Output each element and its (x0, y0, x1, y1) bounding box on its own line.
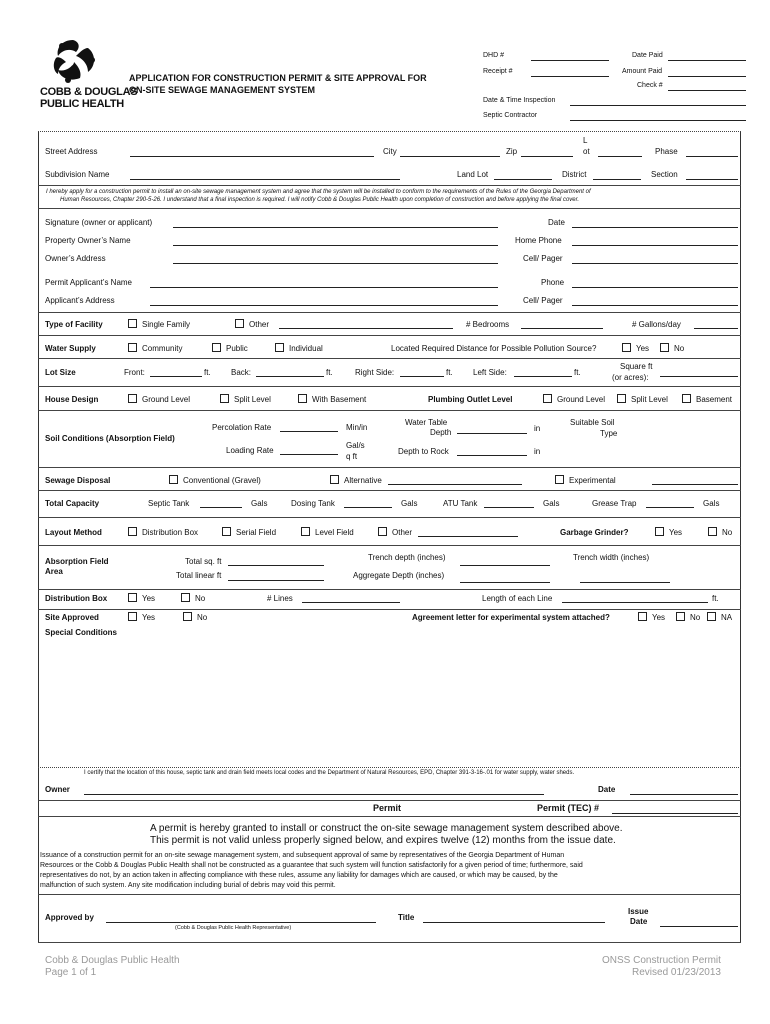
owner-address-field[interactable] (173, 263, 498, 264)
back-field[interactable] (256, 376, 324, 377)
form-frame-top (38, 131, 741, 132)
located-no-option[interactable]: No (660, 343, 684, 353)
house-design-label: House Design (45, 395, 99, 404)
site-no-option[interactable]: No (183, 612, 207, 622)
permit-heading: Permit (373, 803, 402, 813)
checkbox[interactable] (707, 612, 716, 621)
special-conditions-label: Special Conditions (45, 628, 118, 637)
applicant-name-label: Permit Applicant’s Name (45, 278, 132, 287)
serial-field-option[interactable]: Serial Field (222, 527, 276, 537)
checkbox[interactable] (128, 612, 137, 621)
form-frame-left (38, 131, 39, 942)
soil-type-label: Type (600, 429, 618, 438)
dosing-tank-field[interactable] (344, 507, 392, 508)
checkbox[interactable] (708, 527, 717, 536)
gallons-label: # Gallons/day (632, 320, 681, 329)
zip-field[interactable] (521, 156, 573, 157)
experimental-field[interactable] (652, 484, 738, 485)
water-table-unit: in (534, 424, 541, 433)
rule (38, 894, 741, 895)
issue-date-label: Date (630, 917, 648, 926)
individual-option[interactable]: Individual (275, 343, 323, 353)
certify-date-field[interactable] (630, 794, 738, 795)
sewage-disposal-label: Sewage Disposal (45, 476, 111, 485)
septic-gals: Gals (251, 499, 268, 508)
checkbox[interactable] (682, 394, 691, 403)
checkbox[interactable] (301, 527, 310, 536)
phase-field[interactable] (686, 156, 738, 157)
total-sq-ft-field[interactable] (228, 565, 324, 566)
section-label: Section (651, 170, 678, 179)
checkbox[interactable] (128, 319, 137, 328)
checkbox[interactable] (655, 527, 664, 536)
signature-date-label: Date (548, 218, 565, 227)
rule (38, 767, 741, 768)
gallons-field[interactable] (694, 328, 738, 329)
total-capacity-label: Total Capacity (45, 499, 100, 508)
total-linear-ft-label: Total linear ft (176, 571, 222, 580)
suitable-soil-label: Suitable Soil (570, 418, 615, 427)
checkbox[interactable] (128, 394, 137, 403)
rule (38, 185, 741, 186)
footer-form-name: ONSS Construction Permit (602, 955, 721, 966)
atu-tank-field[interactable] (484, 507, 534, 508)
alternative-option[interactable]: Alternative (330, 475, 382, 485)
right-side-ft: ft. (446, 368, 453, 377)
owner-address-label: Owner’s Address (45, 254, 106, 263)
declaration-line2: Human Resources, Chapter 290-5-26. I understand that a final inspection is required. I will notify Cobb & Douglas Public Health upon completion of construction and before applying the final cover. (60, 197, 580, 203)
grease-gals: Gals (703, 499, 720, 508)
left-side-field[interactable] (514, 376, 572, 377)
aggregate-depth-field[interactable] (460, 582, 550, 583)
zip-label: Zip (506, 147, 518, 156)
checkbox[interactable] (222, 527, 231, 536)
checkbox[interactable] (128, 593, 137, 602)
rule (38, 208, 741, 209)
form-frame-right (740, 131, 741, 942)
checkbox[interactable] (298, 394, 307, 403)
dist-yes-option[interactable]: Yes (128, 593, 155, 603)
form-frame-bottom (38, 942, 741, 943)
applicant-address-label: Applicant’s Address (45, 296, 115, 305)
district-label: District (562, 170, 587, 179)
rule (38, 410, 741, 411)
permit-tec-field[interactable] (612, 813, 738, 814)
applicant-cell-field[interactable] (572, 305, 738, 306)
trench-width-label: Trench width (inches) (573, 553, 650, 562)
agreement-no-option[interactable]: No (676, 612, 700, 622)
issuance-line3: representatives do not, by an action taken in affecting compliance with these rules, assume any liability for damages which are caused, or which may be caused, by the (40, 872, 558, 879)
dist-no-option[interactable]: No (181, 593, 205, 603)
land-lot-field[interactable] (494, 179, 552, 180)
rule (38, 335, 741, 336)
lines-field[interactable] (302, 602, 400, 603)
receipt-label: Receipt # (483, 68, 513, 75)
checkbox[interactable] (617, 394, 626, 403)
level-field-option[interactable]: Level Field (301, 527, 354, 537)
checkbox[interactable] (275, 343, 284, 352)
community-option[interactable]: Community (128, 343, 182, 353)
org-name-line1: COBB & DOUGLAS (40, 86, 138, 98)
checkbox[interactable] (212, 343, 221, 352)
checkbox[interactable] (183, 612, 192, 621)
total-sq-ft-label: Total sq. ft (185, 557, 222, 566)
owner-name-label: Property Owner’s Name (45, 236, 131, 245)
city-label: City (383, 147, 397, 156)
permit-tec-label: Permit (TEC) # (537, 803, 600, 813)
checkbox[interactable] (330, 475, 339, 484)
plumbing-outlet-label: Plumbing Outlet Level (428, 395, 513, 404)
rule (38, 490, 741, 491)
plumbing-split-option[interactable]: Split Level (617, 394, 668, 404)
total-linear-ft-field[interactable] (228, 580, 324, 581)
site-approved-label: Site Approved (45, 613, 99, 622)
loading-unit-qft: q ft (346, 452, 358, 461)
rule (38, 312, 741, 313)
receipt-field[interactable] (531, 76, 609, 77)
back-label: Back: (231, 368, 252, 377)
home-phone-field[interactable] (572, 245, 738, 246)
other-facility-option[interactable]: Other (235, 319, 269, 329)
agreement-letter-label: Agreement letter for experimental system attached? (412, 613, 610, 622)
water-table-depth-label: Depth (430, 428, 452, 437)
issuance-line2: Resources or the Cobb & Douglas Public Health shall not be constructed as a guarantee that such system will function satisfactorily for a given period of time; furthermore, said (40, 862, 583, 869)
right-side-field[interactable] (400, 376, 444, 377)
house-basement-option[interactable]: With Basement (298, 394, 366, 404)
grease-trap-label: Grease Trap (592, 499, 637, 508)
form-title-line2: ON-SITE SEWAGE MANAGEMENT SYSTEM (129, 85, 316, 95)
checkbox[interactable] (220, 394, 229, 403)
signature-field[interactable] (173, 227, 498, 228)
footer-page: Page 1 of 1 (45, 967, 97, 978)
water-table-field[interactable] (457, 433, 527, 434)
applicant-phone-field[interactable] (572, 287, 738, 288)
atu-tank-label: ATU Tank (443, 499, 478, 508)
agreement-yes-option[interactable]: Yes (638, 612, 665, 622)
perc-unit: Min/in (346, 423, 368, 432)
certify-owner-field[interactable] (84, 794, 544, 795)
trench-width-field[interactable] (580, 582, 670, 583)
trench-depth-label: Trench depth (inches) (368, 553, 446, 562)
plumbing-basement-option[interactable]: Basement (682, 394, 732, 404)
org-name-line2: PUBLIC HEALTH (40, 98, 124, 110)
septic-contractor-field[interactable] (570, 120, 746, 121)
approved-by-label: Approved by (45, 913, 94, 922)
applicant-cell-label: Cell/ Pager (523, 296, 563, 305)
bedrooms-field[interactable] (521, 328, 603, 329)
other-facility-field[interactable] (279, 328, 453, 329)
line-length-field[interactable] (562, 602, 708, 603)
land-lot-label: Land Lot (457, 170, 489, 179)
checkbox[interactable] (235, 319, 244, 328)
amount-paid-label: Amount Paid (622, 68, 663, 75)
dosing-gals: Gals (401, 499, 418, 508)
plumbing-ground-option[interactable]: Ground Level (543, 394, 605, 404)
logo-mark-icon (40, 36, 106, 84)
rule (38, 517, 741, 518)
trench-depth-field[interactable] (460, 565, 550, 566)
facility-label: Type of Facility (45, 320, 103, 329)
square-ft-field[interactable] (660, 376, 738, 377)
checkbox[interactable] (181, 593, 190, 602)
loading-rate-field[interactable] (280, 454, 338, 455)
owner-name-field[interactable] (173, 245, 498, 246)
footer-org: Cobb & Douglas Public Health (45, 955, 180, 966)
owner-cell-field[interactable] (572, 263, 738, 264)
water-supply-label: Water Supply (45, 344, 96, 353)
grant-line2: This permit is not valid unless properly signed below, and expires twelve (12) months from the issue date. (150, 835, 616, 846)
distribution-box-label: Distribution Box (45, 594, 108, 603)
experimental-option[interactable]: Experimental (555, 475, 616, 485)
date-paid-field[interactable] (668, 60, 746, 61)
special-conditions-area[interactable] (42, 640, 736, 764)
representative-caption: (Cobb & Douglas Public Health Representative) (175, 925, 292, 931)
signature-label: Signature (owner or applicant) (45, 218, 153, 227)
dosing-tank-label: Dosing Tank (291, 499, 335, 508)
rule (38, 386, 741, 387)
lot-field[interactable] (598, 156, 642, 157)
date-time-inspection-label: Date & Time Inspection (483, 97, 556, 104)
loading-rate-label: Loading Rate (226, 446, 274, 455)
dhd-label: DHD # (483, 52, 505, 59)
section-field[interactable] (686, 179, 738, 180)
checkbox[interactable] (128, 527, 137, 536)
checkbox[interactable] (543, 394, 552, 403)
single-family-option[interactable]: Single Family (128, 319, 190, 329)
front-ft: ft. (204, 368, 211, 377)
issue-date-field[interactable] (660, 926, 738, 927)
acres-label: (or acres): (612, 373, 649, 382)
right-side-label: Right Side: (355, 368, 395, 377)
front-field[interactable] (150, 376, 202, 377)
amount-paid-field[interactable] (668, 76, 746, 77)
checkbox[interactable] (128, 343, 137, 352)
water-table-label: Water Table (405, 418, 448, 427)
declaration-line1: I hereby apply for a construction permit to install an on-site sewage management system and agree that the system will be installed to conform to the requirements of the Rules of the Georgia Department of (46, 189, 591, 195)
rule (38, 358, 741, 359)
checkbox[interactable] (638, 612, 647, 621)
home-phone-label: Home Phone (515, 236, 562, 245)
title-field[interactable] (423, 922, 605, 923)
other-layout-option[interactable]: Other (378, 527, 412, 537)
grinder-no-option[interactable]: No (708, 527, 732, 537)
rule (38, 800, 741, 801)
lot-label-l: L (583, 136, 588, 145)
checkbox (676, 612, 685, 621)
checkbox[interactable] (555, 475, 564, 484)
lines-label: # Lines (267, 594, 293, 603)
dhd-field[interactable] (531, 60, 609, 61)
city-field[interactable] (400, 156, 500, 157)
grease-trap-field[interactable] (646, 507, 694, 508)
layout-method-label: Layout Method (45, 528, 102, 537)
district-field[interactable] (593, 179, 641, 180)
perc-rate-field[interactable] (280, 431, 338, 432)
grant-line1: A permit is hereby granted to install or construct the on-site sewage management system described above. (150, 823, 623, 834)
certify-date-label: Date (598, 785, 616, 794)
line-length-ft: ft. (712, 594, 719, 603)
checkbox[interactable] (622, 343, 631, 352)
depth-rock-label: Depth to Rock (398, 447, 449, 456)
line-length-label: Length of each Line (482, 594, 553, 603)
checkbox[interactable] (378, 527, 387, 536)
phase-label: Phase (655, 147, 678, 156)
garbage-grinder-label: Garbage Grinder? (560, 528, 629, 537)
square-ft-label: Square ft (620, 362, 653, 371)
grinder-yes-option[interactable]: Yes (655, 527, 682, 537)
depth-rock-unit: in (534, 447, 541, 456)
subdivision-label: Subdivision Name (45, 170, 110, 179)
agreement-na-option[interactable]: NA (707, 612, 732, 622)
dist-box-option[interactable]: Distribution Box (128, 527, 198, 537)
bedrooms-label: # Bedrooms (466, 320, 510, 329)
absorption-field-label: Absorption Field (45, 557, 109, 566)
street-address-label: Street Address (45, 147, 98, 156)
date-paid-label: Date Paid (632, 52, 663, 59)
aggregate-depth-label: Aggregate Depth (inches) (353, 571, 445, 580)
loading-unit-gals: Gal/s (346, 441, 365, 450)
logo (40, 36, 106, 89)
lot-label-ot: ot (583, 147, 590, 156)
back-ft: ft. (326, 368, 333, 377)
septic-tank-field[interactable] (200, 507, 242, 508)
issuance-line1: Issuance of a construction permit for an on-site sewage management system, and subsequent approval of same by representatives of the Georgia Department of Human (40, 852, 565, 859)
absorption-area-label: Area (45, 567, 63, 576)
site-yes-option[interactable]: Yes (128, 612, 155, 622)
rule (38, 816, 741, 817)
applicant-address-field[interactable] (150, 305, 498, 306)
public-option[interactable]: Public (212, 343, 248, 353)
issuance-line4: malfunction of such system. Any site modification including burial of debris may void this permit. (40, 882, 336, 889)
house-split-option[interactable]: Split Level (220, 394, 271, 404)
checkbox[interactable] (660, 343, 669, 352)
septic-tank-label: Septic Tank (148, 499, 190, 508)
house-ground-option[interactable]: Ground Level (128, 394, 190, 404)
approved-by-field[interactable] (106, 922, 376, 923)
septic-contractor-label: Septic Contractor (483, 112, 538, 119)
rule (38, 589, 741, 590)
form-title-line1: APPLICATION FOR CONSTRUCTION PERMIT & SITE APPROVAL FOR (129, 73, 427, 83)
subdivision-field[interactable] (130, 179, 400, 180)
left-side-label: Left Side: (473, 368, 507, 377)
located-yes-option[interactable]: Yes (622, 343, 649, 353)
depth-rock-field[interactable] (457, 455, 527, 456)
applicant-phone-label: Phone (541, 278, 565, 287)
lot-size-label: Lot Size (45, 368, 76, 377)
title-label: Title (398, 913, 415, 922)
located-distance-label: Located Required Distance for Possible Pollution Source? (391, 344, 597, 353)
left-side-ft: ft. (574, 368, 581, 377)
applicant-name-field[interactable] (150, 287, 498, 288)
owner-cell-label: Cell/ Pager (523, 254, 563, 263)
soil-conditions-label: Soil Conditions (Absorption Field) (45, 434, 175, 443)
conventional-option[interactable]: Conventional (Gravel) (169, 475, 261, 485)
front-label: Front: (124, 368, 145, 377)
check-label: Check # (637, 82, 663, 89)
checkbox[interactable] (169, 475, 178, 484)
footer-revised: Revised 01/23/2013 (632, 967, 721, 978)
alternative-field[interactable] (388, 484, 522, 485)
date-time-inspection-field[interactable] (570, 105, 746, 106)
street-address-field[interactable] (130, 156, 374, 157)
other-layout-field[interactable] (418, 536, 518, 537)
rule (38, 545, 741, 546)
certify-text: I certify that the location of this house, septic tank and drain field meets local codes and the Department of Natural Resources, EPD, Chapter 391-3-16-.01 for water supply, water sheds. (84, 770, 575, 776)
rule (38, 609, 741, 610)
certify-owner-label: Owner (45, 785, 70, 794)
issue-label: Issue (628, 907, 649, 916)
rule (38, 467, 741, 468)
check-field[interactable] (668, 90, 746, 91)
perc-rate-label: Percolation Rate (212, 423, 272, 432)
signature-date-field[interactable] (572, 227, 738, 228)
atu-gals: Gals (543, 499, 560, 508)
